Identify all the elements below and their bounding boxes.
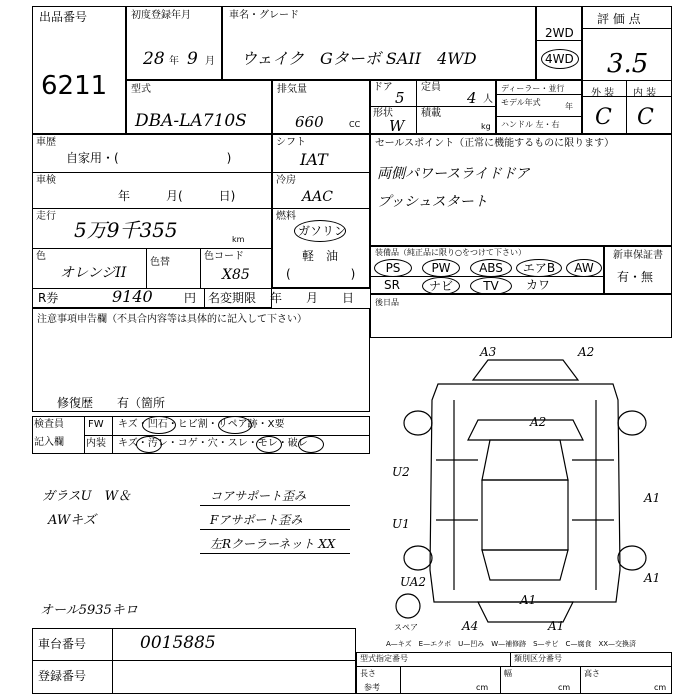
inspection-label: 車検 [36,175,56,186]
mark-left-quarter: UA2 [400,575,427,589]
disp-value: 660 [295,113,324,131]
handle-label: ハンドル 左・右 [501,120,560,129]
color-code-label: 色コード [204,251,244,262]
recycle-unit: 円 [184,291,197,305]
hand-note-5: 左Rクーラーネット XX [210,537,336,551]
disp-unit: CC [349,120,361,129]
hand-note-1: ガラスU W＆ [42,489,131,504]
chassis-value: 0015885 [140,633,216,653]
ac-value: AAC [302,189,333,205]
lot-number-cell [32,6,126,134]
inspection-value: 年 月( 日) [118,189,236,203]
first-reg-label: 初度登録年月 [131,10,191,21]
length-unit: cm [476,683,489,692]
dealer-cell [496,80,582,134]
later-items-cell [370,294,672,338]
usage-value: 自家用・( ) [66,151,232,165]
warranty-value: 有・無 [617,270,654,284]
type-value: DBA-LA710S [135,111,247,131]
mileage-label: 走行 [36,211,56,222]
hand-note-2: AWキズ [48,513,96,528]
fw-text: キズ・凹石・ヒビ割・リペア跡・X要 [118,419,285,430]
mark-front-bumper-right: A2 [578,345,595,359]
notes-cell [32,308,370,412]
equip-ps: PS [374,259,412,277]
grade-cell [582,6,672,134]
mark-left-rear-door: U1 [392,517,410,531]
door-label: ドア [373,82,393,93]
front-left-wheel [404,411,432,435]
color-value: オレンジII [60,265,127,281]
int-leak-circle [298,436,324,453]
color-label: 色 [36,251,46,262]
shift-label: シフト [276,137,306,148]
equip-sr: SR [384,278,400,292]
front-right-wheel [618,411,646,435]
spare-label: スペア [394,623,418,632]
equipment-label: 装備品（純正品に限り○をつけて下さい） [375,248,526,257]
damage-legend: A—キズ E—エクボ U—凹み W—補修跡 S—サビ C—腐食 XX—交換済 [386,640,637,648]
door-capacity-cell [370,80,496,134]
mark-rear-bumper-left: A4 [462,619,479,633]
equip-abs: ABS [470,259,512,277]
int-wear-circle [256,436,282,453]
equip-leather: カワ [525,278,550,292]
width-label: 幅 [504,669,512,678]
int-value: C [637,105,654,130]
hand-note-3: コアサポート歪み [210,489,307,503]
selling-points-label: セールスポイント（正常に機能するものに限ります） [375,138,615,149]
registration-label: 登録番号 [38,669,87,683]
model-year-label: モデル年式 [501,98,541,107]
fw-scratch-circle [142,416,176,434]
model-year-unit: 年 [565,102,573,111]
equip-navi: ナビ [422,277,460,295]
fw-label: FW [88,419,104,430]
drive-cell [536,6,582,80]
int-label: 内 装 [633,88,657,99]
length-ref: 参考 [364,683,380,692]
fuel-alt: 軽 油 [302,249,339,263]
category-label: 類別区分番号 [514,654,562,663]
load-label: 積載 [421,108,441,119]
load-unit: kg [481,122,491,131]
recycle-value: 9140 [112,287,153,306]
ext-label: 外 装 [591,88,615,99]
capacity-unit: 人 [483,94,493,105]
equip-pw: PW [422,259,460,277]
repair-history: 修復歴 有（箇所 [57,396,166,410]
later-items-label: 後日品 [375,298,399,307]
selling-points-cell [370,134,672,246]
mark-right-rear: A1 [644,571,661,585]
color-change-label: 色替 [150,257,170,268]
warranty-label: 新車保証書 [613,250,663,261]
dealer-label: ディーラー・並行 [501,84,565,93]
name-change-value: 年 月 日 [270,291,355,305]
mark-front-bumper-left: A3 [480,345,497,359]
hand-note-4: Fアサポート歪み [210,513,303,527]
fuel-paren: ( ) [286,267,356,281]
usage-label: 車歴 [36,137,56,148]
capacity-label: 定員 [421,82,441,93]
mark-rear-bumper-right: A1 [548,619,565,633]
first-reg-year: 28 [143,49,165,69]
equip-tv: TV [470,277,512,295]
equipment-row-2 [372,277,602,293]
mark-right-side: A1 [644,491,661,505]
height-unit: cm [654,683,667,692]
int-scratch-circle [136,436,162,453]
drive-2wd: 2WD [545,26,574,40]
fw-crack-circle [218,416,252,434]
rear-left-wheel [404,546,432,570]
equip-airbag: エアB [516,259,562,277]
drive-4wd: 4WD [545,52,574,66]
lot-label: 出品番号 [39,10,88,24]
width-unit: cm [558,683,571,692]
shape-value: W [389,117,405,135]
hand-note-6: オール5935キロ [40,603,138,618]
fuel-value: ガソリン [298,224,347,238]
disp-label: 排気量 [277,84,307,95]
mileage-value: 5万9千355 [74,218,178,242]
windshield [482,440,568,480]
rear-right-wheel [618,546,646,570]
recycle-label: R券 [38,291,59,305]
length-label: 長さ [360,669,376,678]
displacement-cell [272,80,370,134]
inspector-label-2: 記入欄 [34,437,64,448]
fuel-label: 燃料 [276,211,296,222]
body-outline [430,384,620,602]
selling-point-2: プッシュスタート [377,194,488,210]
int-inspect-label: 内装 [86,438,106,449]
capacity-value: 4 [467,89,477,107]
rear-window [482,550,568,580]
name-change-label: 名変期限 [208,291,257,305]
spare-tire [396,594,420,618]
warranty-cell [604,246,672,294]
model-spec-label: 型式指定番号 [360,654,408,663]
color-code-value: X85 [222,267,250,283]
mark-left-front-door: U2 [392,465,410,479]
first-registration-cell [126,6,222,80]
roof [482,480,568,550]
model-value: ウェイク Gターボ SAII 4WD [241,49,477,68]
grade-label: 評 価 点 [597,12,641,26]
selling-point-1: 両側パワースライドドア [377,166,530,182]
shape-label: 形状 [373,108,393,119]
inspector-label-1: 検査員 [34,419,64,430]
mark-rear-gate: A1 [520,593,537,607]
front-bumper-outline [473,360,578,380]
shift-value: IAT [300,150,328,169]
grade-value: 3.5 [607,49,649,79]
chassis-label: 車台番号 [38,637,87,651]
type-cell [126,80,272,134]
first-reg-month: 9 [187,49,198,69]
mark-windshield: A2 [530,415,547,429]
equipment-row-1 [372,259,602,275]
year-unit: 年 [169,56,179,67]
door-value: 5 [395,89,405,107]
ac-label: 冷房 [276,175,296,186]
int-inspect-text: キズ・汚レ・コゲ・穴・スレ・モレ・破レ [118,438,308,449]
mileage-unit: km [232,235,245,244]
type-label: 型式 [131,84,151,95]
ext-value: C [595,105,612,130]
height-label: 高さ [584,669,600,678]
equip-aw: AW [566,259,602,277]
lot-number: 6211 [41,71,108,101]
model-label: 車名・グレード [229,10,299,21]
hood-line [468,420,583,440]
model-grade-cell [222,6,536,80]
month-unit: 月 [205,56,215,67]
notes-label: 注意事項申告欄（不具合内容等は具体的に記入して下さい） [37,314,307,325]
